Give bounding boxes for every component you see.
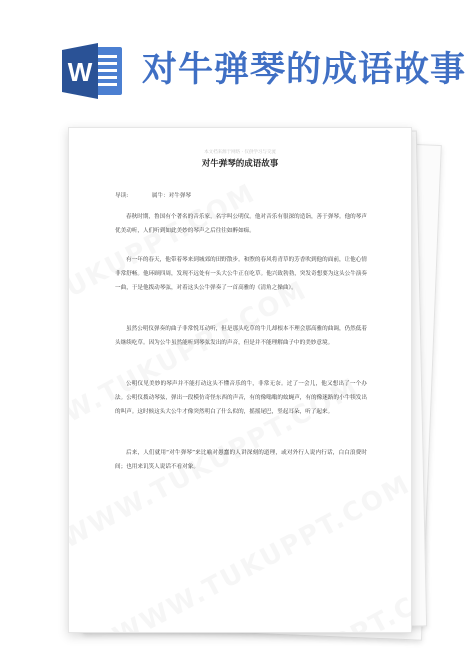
paragraph-1: 春秋时期，鲁国有个著名的音乐家，名字叫公明仪。他对音乐有很深的造诣，善于弹琴。他的琴声优美动听，人们听到如此美妙的琴声之后往往如醉如痴。 — [115, 214, 367, 234]
paragraph-5: 后来，人们就用“对牛弹琴”来比喻对愚蠢的人讲深刻的道理，或对外行人说内行话，白白浪费时间；也用来讥笑人说话不看对象。 — [115, 450, 367, 470]
svg-text:W: W — [67, 57, 93, 87]
word-document-icon — [60, 40, 126, 102]
guide-line — [115, 191, 191, 199]
document-page — [68, 127, 412, 633]
document-title: 对牛弹琴的成语故事 — [201, 159, 279, 169]
guide-label: 导读: — [115, 193, 129, 199]
guide-text: 属牛：对牛弹琴 — [151, 193, 192, 199]
paragraph-2: 有一年的春天，他带着琴来到城郊的田野散步。和煦的春风将青草的芳香吹到他的面前，让他心情非常舒畅。他环顾四周，发现不远处有一头大公牛正在吃草。他兴致勃勃，突发奇想要为这头公牛演奏一曲，于是他拨动琴弦，对着这头公牛弹奏了一首高雅的《清角之操曲》。 — [115, 257, 367, 291]
banner-title: 对牛弹琴的成语故事 — [142, 50, 467, 90]
paragraph-4: 公明仪见美妙的琴声并不能打动这头不懂音乐的牛，非常无奈。过了一会儿，他又想出了一个办法。公明仪拨动琴弦，弹出一段模仿奇怪东西的声音，有的像嗡嗡的蚊蝇声，有的像迷路的小牛犊发出的叫声。这时候这头大公牛才像突然明白了什么似的，摇摇尾巴，竖起耳朵，听了起来。 — [115, 381, 367, 415]
banner-header — [0, 0, 474, 118]
paragraph-3: 虽然公明仪弹奏的曲子非常悦耳动听，但是那头吃草的牛儿却根本不理会那高雅的曲调，仍然低着头继续吃草。因为公牛虽然能听到琴弦发出的声音，但是并不能理解曲子中的美妙意境。 — [115, 326, 367, 346]
document-top-note: 本文档来源于网络 · 仅供学习与交流 — [204, 150, 276, 155]
